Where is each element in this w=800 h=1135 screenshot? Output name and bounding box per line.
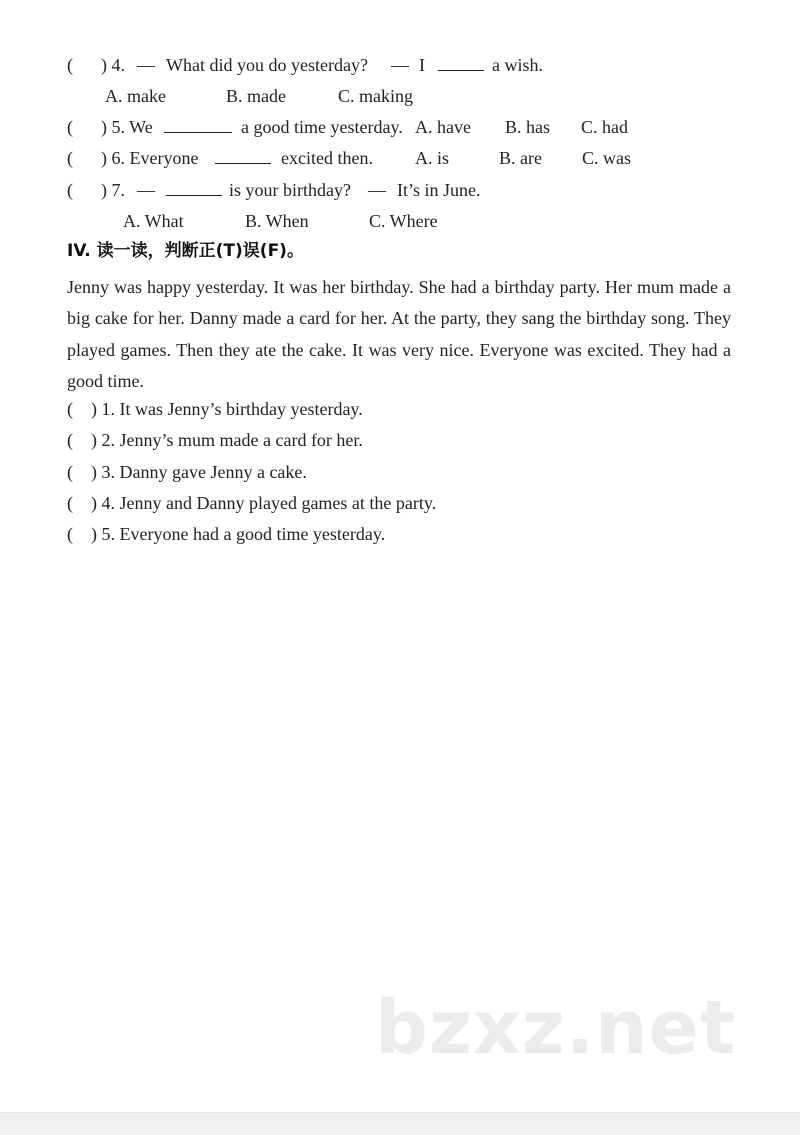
option-c: C. making [338,86,413,106]
option-a: A. is [415,148,450,168]
dialog-dash: — [137,180,155,200]
option-a: A. have [415,117,471,137]
question-text: a wish. [492,55,543,75]
question-text: excited then. [281,148,373,168]
dialog-dash: — [391,55,409,75]
tf-item-text: ) 3. Danny gave Jenny a cake. [91,462,307,482]
option-b: B. has [505,117,550,137]
option-a: A. What [123,211,184,231]
option-b: B. made [226,86,286,106]
answer-paren-open: ( [67,148,73,168]
tf-item-text: ) 5. Everyone had a good time yesterday. [91,524,386,544]
tf-item-text: ) 1. It was Jenny’s birthday yesterday. [91,399,363,419]
answer-blank [438,54,484,76]
answer-blank [166,179,222,201]
answer-paren-open: ( [67,55,73,75]
option-c: C. was [582,148,631,168]
answer-paren-open: ( [67,180,73,200]
option-a: A. make [105,86,166,106]
reading-passage: Jenny was happy yesterday. It was her birthday. She had a birthday party. Her mum made a big cake for her. Danny made a card for her. At the party, they sang the birthday song. They played games. Then they ate the cake. It was very nice. Everyone was excited. They had a good time. [67,277,731,392]
question-number: ) 4. [101,55,125,75]
question-text: I [419,55,425,75]
watermark: bzxz.net [375,985,737,1071]
question-text: is your birthday? [229,180,351,200]
answer-paren-open: ( [67,462,73,482]
answer-blank [164,116,232,138]
answer-paren-open: ( [67,399,73,419]
option-b: B. When [245,211,309,231]
option-c: C. had [581,117,628,137]
option-c: C. Where [369,211,438,231]
option-b: B. are [499,148,542,168]
question-text: a good time yesterday. [241,117,403,137]
answer-blank [215,147,271,169]
dialog-dash: — [368,180,386,200]
tf-item-text: ) 2. Jenny’s mum made a card for her. [91,430,363,450]
question-text: It’s in June. [397,180,481,200]
question-text: What did you do yesterday? [166,55,368,75]
page-bottom-edge [0,1112,800,1135]
question-number: ) 5. We [101,117,153,137]
answer-paren-open: ( [67,524,73,544]
answer-paren-open: ( [67,430,73,450]
section-heading: IV. 读一读，判断正(T)误(F)。 [67,241,304,261]
question-number: ) 7. [101,180,125,200]
answer-paren-open: ( [67,493,73,513]
question-number: ) 6. Everyone [101,148,199,168]
answer-paren-open: ( [67,117,73,137]
tf-item-text: ) 4. Jenny and Danny played games at the party. [91,493,437,513]
dialog-dash: — [137,55,155,75]
